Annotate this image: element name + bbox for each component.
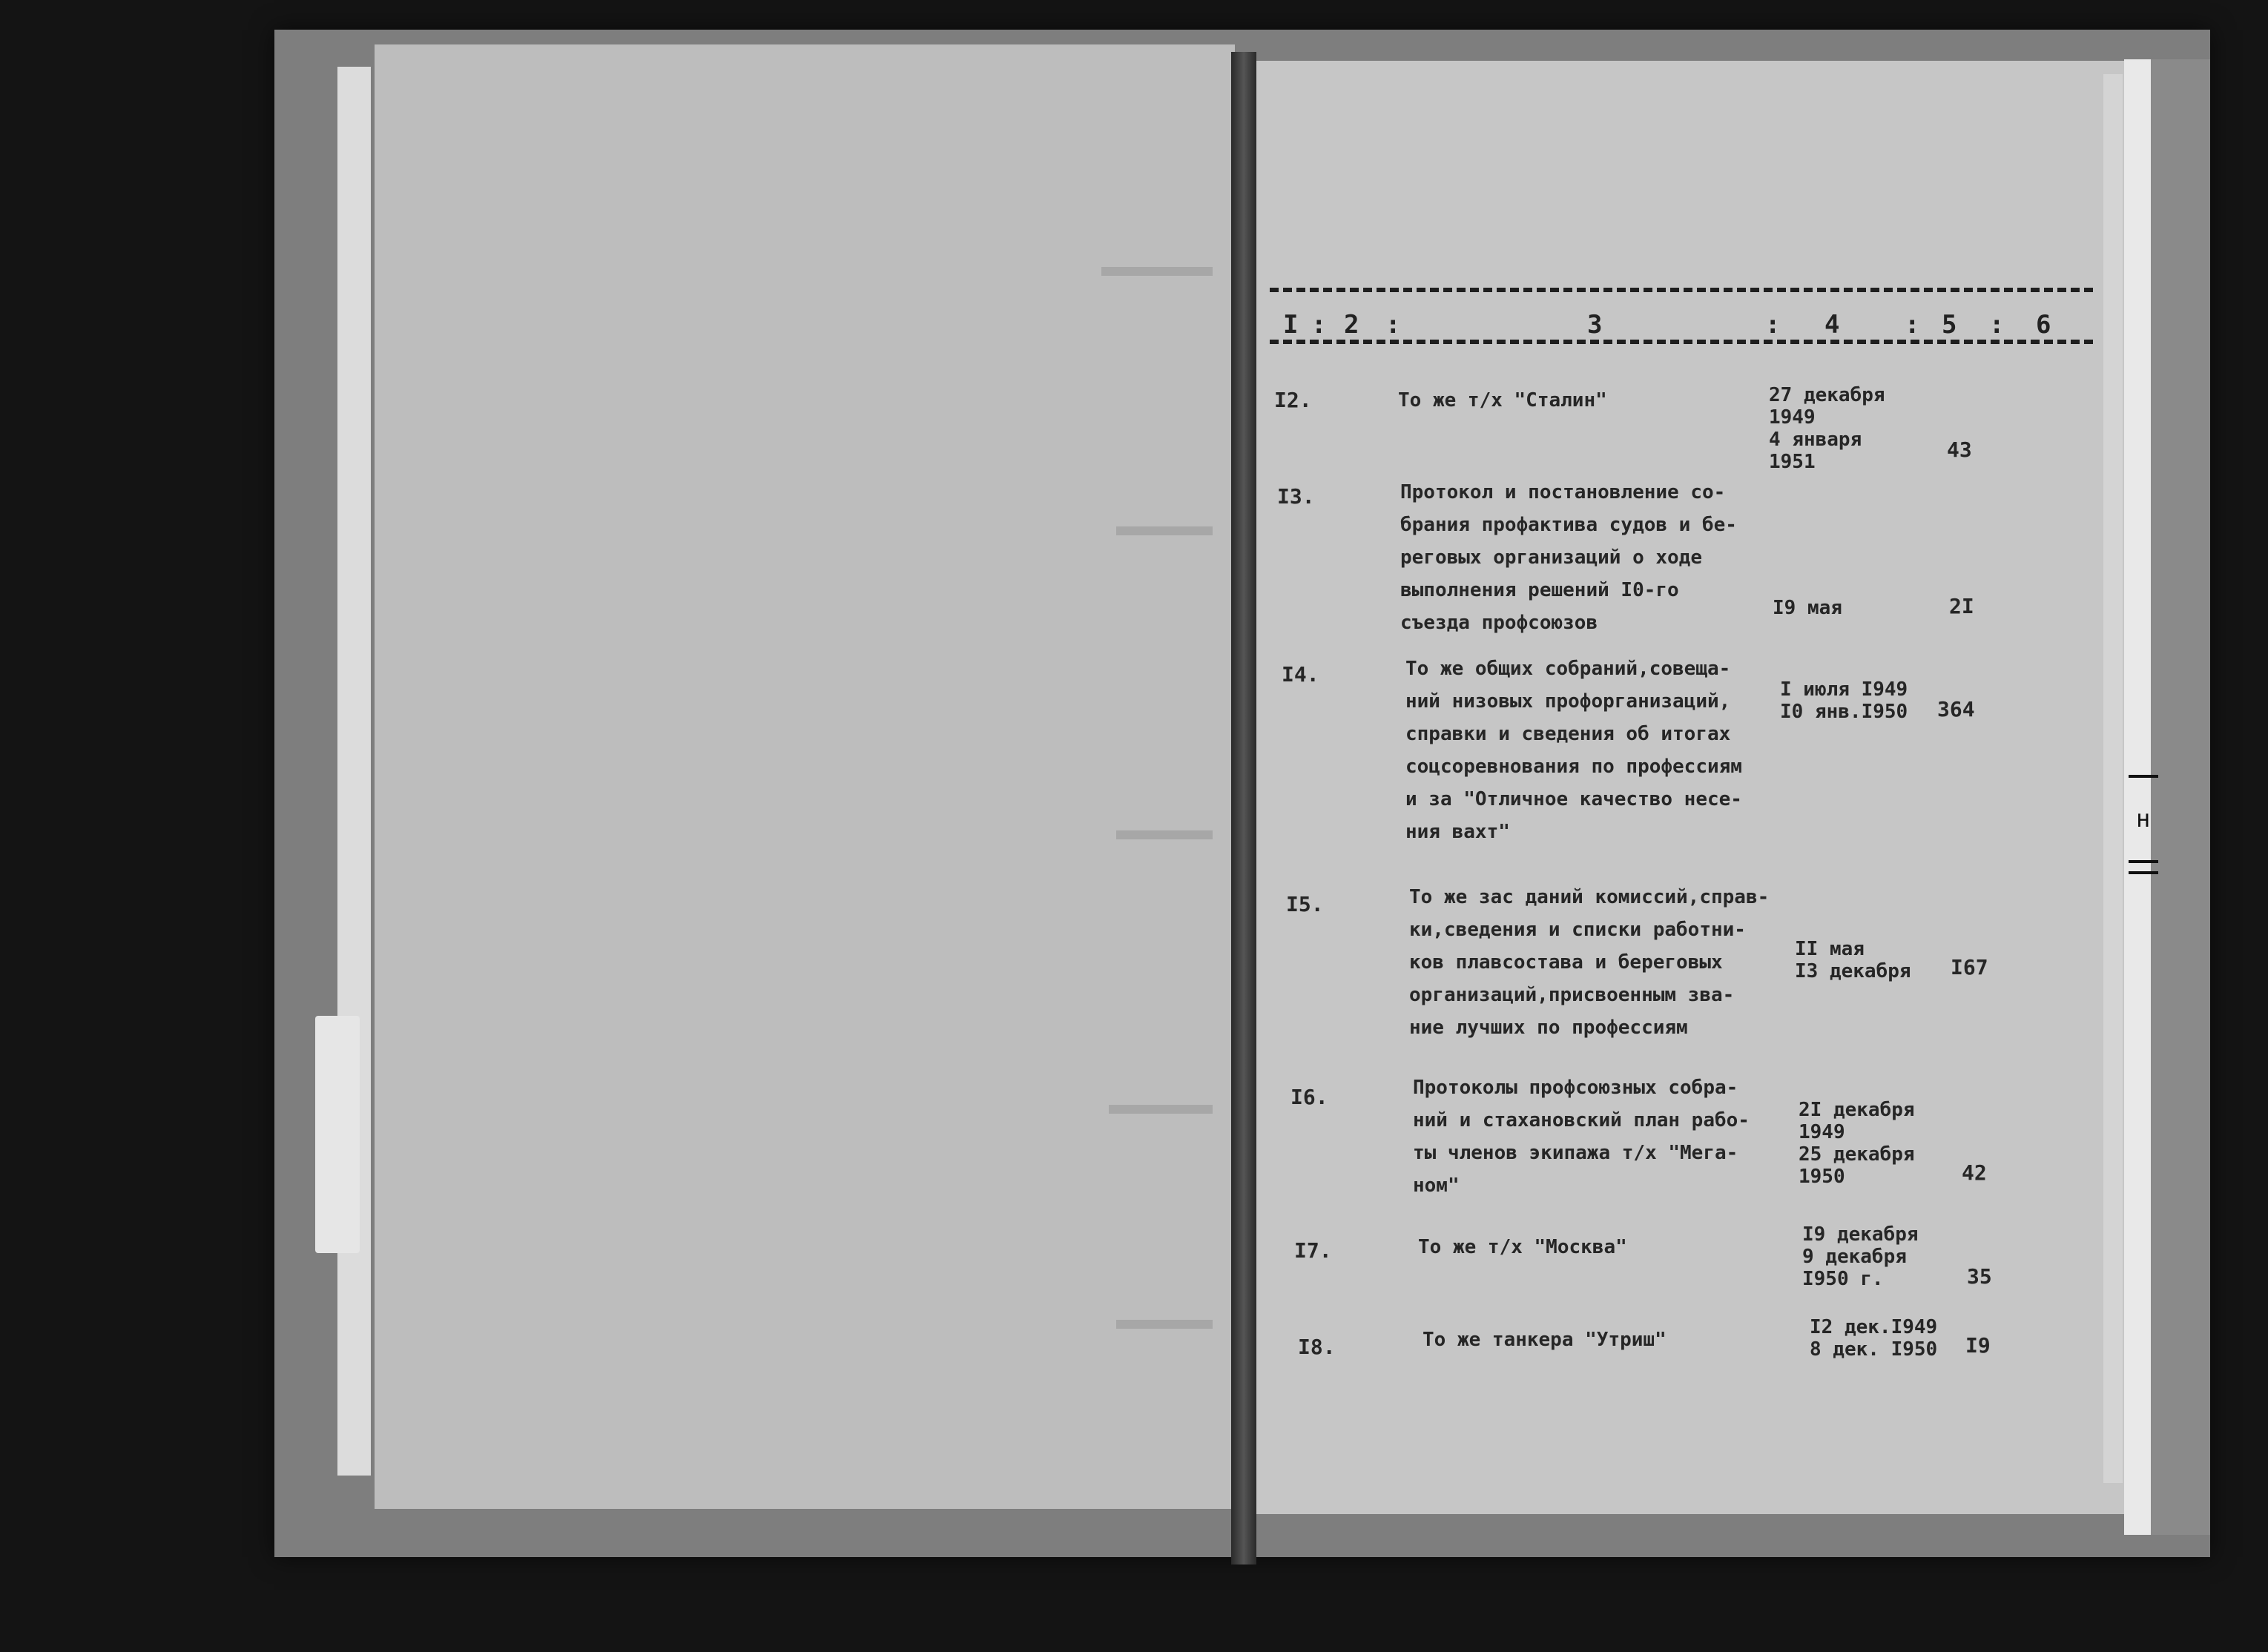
header-rule-top [1270,288,2093,292]
row-dates: I июля I949 I0 янв.I950 [1780,678,1908,723]
row-description: Протокол и постановление со- брания профактива судов и бе- реговых организаций о ходе выполнения решений I0-го съезда профсоюзов [1400,481,1737,634]
row-sheet-count: 43 [1947,437,1972,462]
edge-rule [2129,775,2158,778]
row-number: I2. [1274,388,1312,412]
row-description: То же зас даний комиссий,справ- ки,сведения и списки работни- ков плавсостава и береговых организаций,присвоенным зва- ние лучших по профессиям [1409,886,1770,1039]
row-number: I4. [1282,662,1319,687]
row-number: I5. [1286,892,1324,916]
col-header-sep: : [1385,310,1401,340]
row-sheet-count: 2I [1949,594,1974,618]
col-header-1: I [1283,310,1299,340]
col-header-6: 6 [2036,310,2051,340]
row-description: То же танкера "Утриш" [1423,1329,1667,1351]
row-description: То же т/х "Москва" [1418,1236,1627,1258]
page-stack-right [2103,74,2123,1483]
cover-edge-right [2151,59,2210,1535]
bleed-through-mark [1116,526,1213,535]
row-dates: I2 дек.I949 8 дек. I950 [1810,1316,1938,1361]
col-header-sep: : [1311,310,1327,340]
bleed-through-mark [1116,830,1213,839]
row-sheet-count: 364 [1937,697,1975,721]
col-header-2: 2 [1344,310,1359,340]
row-description: То же общих собраний,совеща- ний низовых профорганизаций, справки и сведения об итогах соцсоревнования по профессиям и за "Отличное качество несе- ния вахт" [1405,658,1742,843]
row-dates: 2I декабря 1949 25 декабря 1950 [1799,1099,1915,1188]
bleed-through-mark [1109,1105,1213,1114]
row-number: I3. [1277,484,1315,509]
page-edge-right [2124,59,2151,1535]
row-sheet-count: 42 [1962,1160,1987,1185]
row-dates: I9 декабря 9 декабря I950 г. [1802,1223,1919,1290]
bleed-through-mark [1101,267,1213,276]
paper-tab [315,1016,360,1253]
row-number: I7. [1294,1238,1332,1263]
col-header-sep: : [1905,310,1920,340]
row-description: Протоколы профсоюзных собра- ний и стахановский план рабо- ты членов экипажа т/х "Мега- ном" [1413,1077,1750,1197]
row-number: I8. [1298,1335,1336,1359]
bleed-through-mark [1116,1320,1213,1329]
row-dates: 27 декабря 1949 4 января 1951 [1769,384,1885,473]
col-header-3: 3 [1587,310,1603,340]
row-dates: I9 мая [1773,597,1842,619]
row-dates: II мая I3 декабря [1795,938,1911,982]
header-rule-bottom [1270,340,2093,344]
col-header-5: 5 [1942,310,1957,340]
left-page [375,44,1235,1509]
row-sheet-count: I9 [1965,1333,1991,1358]
col-header-sep: : [1989,310,2005,340]
edge-letter: н [2136,804,2151,833]
row-number: I6. [1290,1085,1328,1109]
col-header-sep: : [1765,310,1781,340]
edge-rule [2129,871,2158,874]
row-sheet-count: 35 [1967,1264,1992,1289]
book-spine [1231,52,1256,1565]
row-description: То же т/х "Сталин" [1398,389,1607,412]
col-header-4: 4 [1824,310,1840,340]
page-stack-left [337,67,371,1476]
row-sheet-count: I67 [1951,955,1988,979]
edge-rule [2129,860,2158,863]
